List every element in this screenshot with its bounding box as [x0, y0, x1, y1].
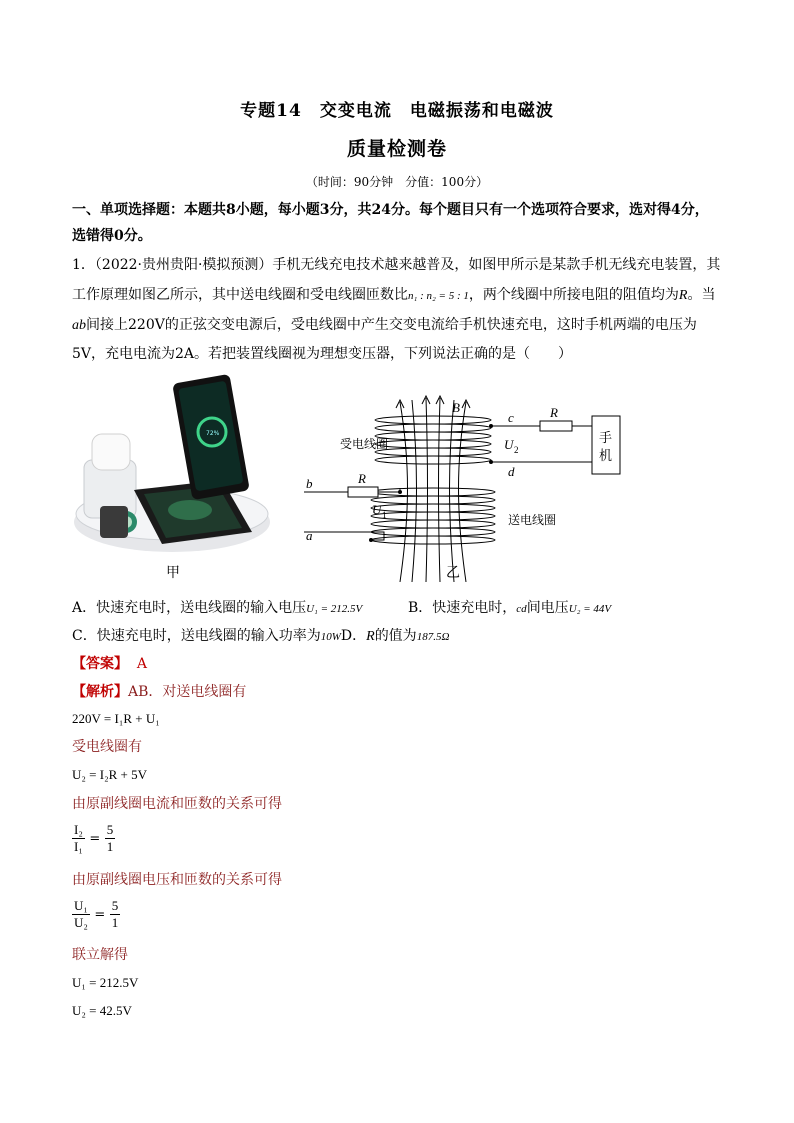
option-D-R: R — [366, 629, 375, 644]
frac-num: 5 — [111, 898, 119, 913]
equation-1: 220V = I₁R + U₁ — [72, 711, 160, 726]
time-score-meta: （时间：90分钟 分值：100分） — [305, 175, 489, 189]
label-send-coil: 送电线圈 — [508, 513, 557, 527]
option-B-text: 间电压 — [526, 600, 569, 616]
option-D-text: D． — [340, 628, 367, 644]
label-a: a — [306, 528, 313, 543]
turns-ratio: n₁ : n₂ = 5 : 1 — [408, 290, 469, 302]
label-U2-sub: 2 — [514, 445, 519, 455]
section-heading-line1: 一、单项选择题：本题共8小题，每小题3分，共24分。每个题目只有一个选项符合要求，选对得4分， — [72, 202, 709, 218]
analysis-step-3: 由原副线圈电流和匝数的关系可得 — [72, 796, 282, 812]
equals-sign: = — [89, 831, 101, 847]
equation-2: U₂ = I₂R + 5V — [72, 767, 148, 782]
fraction-current-ratio — [72, 822, 115, 855]
label-d: d — [508, 464, 515, 479]
label-U2: U — [504, 437, 514, 452]
option-D-text: 的值为 — [374, 628, 417, 644]
frac-den: I₁ — [74, 839, 83, 854]
option-B — [408, 593, 728, 624]
label-c: c — [508, 410, 514, 425]
frac-num: 5 — [106, 822, 114, 837]
question-text: 。当 — [687, 287, 716, 303]
option-A — [72, 593, 372, 624]
frac-den: 1 — [111, 915, 119, 930]
doc-title: 专题14 交变电流 电磁振荡和电磁波 — [240, 101, 554, 121]
label-R-top: R — [550, 405, 558, 420]
caption-jia: 甲 — [166, 565, 180, 581]
label-U1: U — [372, 502, 382, 517]
question-line2 — [72, 280, 732, 311]
option-C-value: 10W — [320, 631, 341, 643]
analysis-text: AB．对送电线圈有 — [128, 684, 247, 700]
option-A-value: U₁ = 212.5V — [306, 603, 363, 615]
frac-num: I₂ — [74, 822, 83, 837]
label-R-bottom: R — [358, 471, 366, 486]
result-U2: U₂ = 42.5V — [72, 1003, 132, 1018]
frac-den: U₂ — [74, 915, 88, 930]
label-B: B — [452, 400, 460, 415]
analysis-label: 【解析】 — [72, 684, 128, 700]
doc-subtitle: 质量检测卷 — [346, 138, 447, 160]
option-D-value: 187.5Ω — [416, 631, 450, 643]
analysis-step-5: 联立解得 — [72, 947, 128, 963]
frac-num: U₁ — [74, 898, 88, 913]
charger-photo — [72, 372, 272, 562]
label-receive-coil: 受电线圈 — [340, 437, 389, 451]
answer-label: 【答案】 — [72, 656, 128, 672]
analysis-step-4: 由原副线圈电压和匝数的关系可得 — [72, 872, 282, 888]
question-text: 间接上220V的正弦交变电源后，受电线圈中产生交变电流给手机快速充电，这时手机两端的电压为 — [86, 317, 697, 333]
option-B-value: U₂ = 44V — [568, 603, 612, 615]
option-B-text: B．快速充电时， — [408, 600, 517, 616]
question-line4: 5V，充电电流为2A。若把装置线圈视为理想变压器，下列说法正确的是（ ） — [72, 346, 573, 362]
option-B-cd: cd — [516, 603, 527, 615]
fraction-voltage-ratio — [72, 898, 120, 931]
frac-den: 1 — [106, 839, 114, 854]
question-line3 — [72, 310, 732, 341]
label-b: b — [306, 476, 313, 491]
caption-yi: 乙 — [446, 565, 460, 581]
analysis-step-2: 受电线圈有 — [72, 739, 142, 755]
option-CD — [72, 621, 732, 652]
phone-label-char: 手 — [599, 431, 613, 446]
phone-label-char: 机 — [599, 449, 613, 464]
resistor-symbol: R — [678, 288, 688, 303]
terminals-ab: ab — [72, 318, 86, 333]
equals-sign: = — [94, 907, 106, 923]
option-A-text: A．快速充电时，送电线圈的输入电压 — [72, 600, 307, 616]
option-C-text: C．快速充电时，送电线圈的输入功率为 — [72, 628, 321, 644]
question-text: ，两个线圈中所接电阻的阻值均为 — [468, 287, 679, 303]
svg-text:72%: 72% — [206, 430, 220, 437]
label-U1-sub: 1 — [382, 510, 387, 520]
analysis-line — [72, 677, 732, 707]
answer-value: A — [136, 656, 148, 672]
transformer-diagram — [300, 392, 630, 582]
answer-line — [72, 649, 732, 679]
question-line1: 1．（2022·贵州贵阳·模拟预测）手机无线充电技术越来越普及，如图甲所示是某款手机无线充电装置，其 — [72, 257, 721, 273]
result-U1: U₁ = 212.5V — [72, 975, 139, 990]
section-heading-line2: 选错得0分。 — [72, 228, 152, 244]
question-text: 工作原理如图乙所示，其中送电线圈和受电线圈匝数比 — [72, 287, 408, 303]
